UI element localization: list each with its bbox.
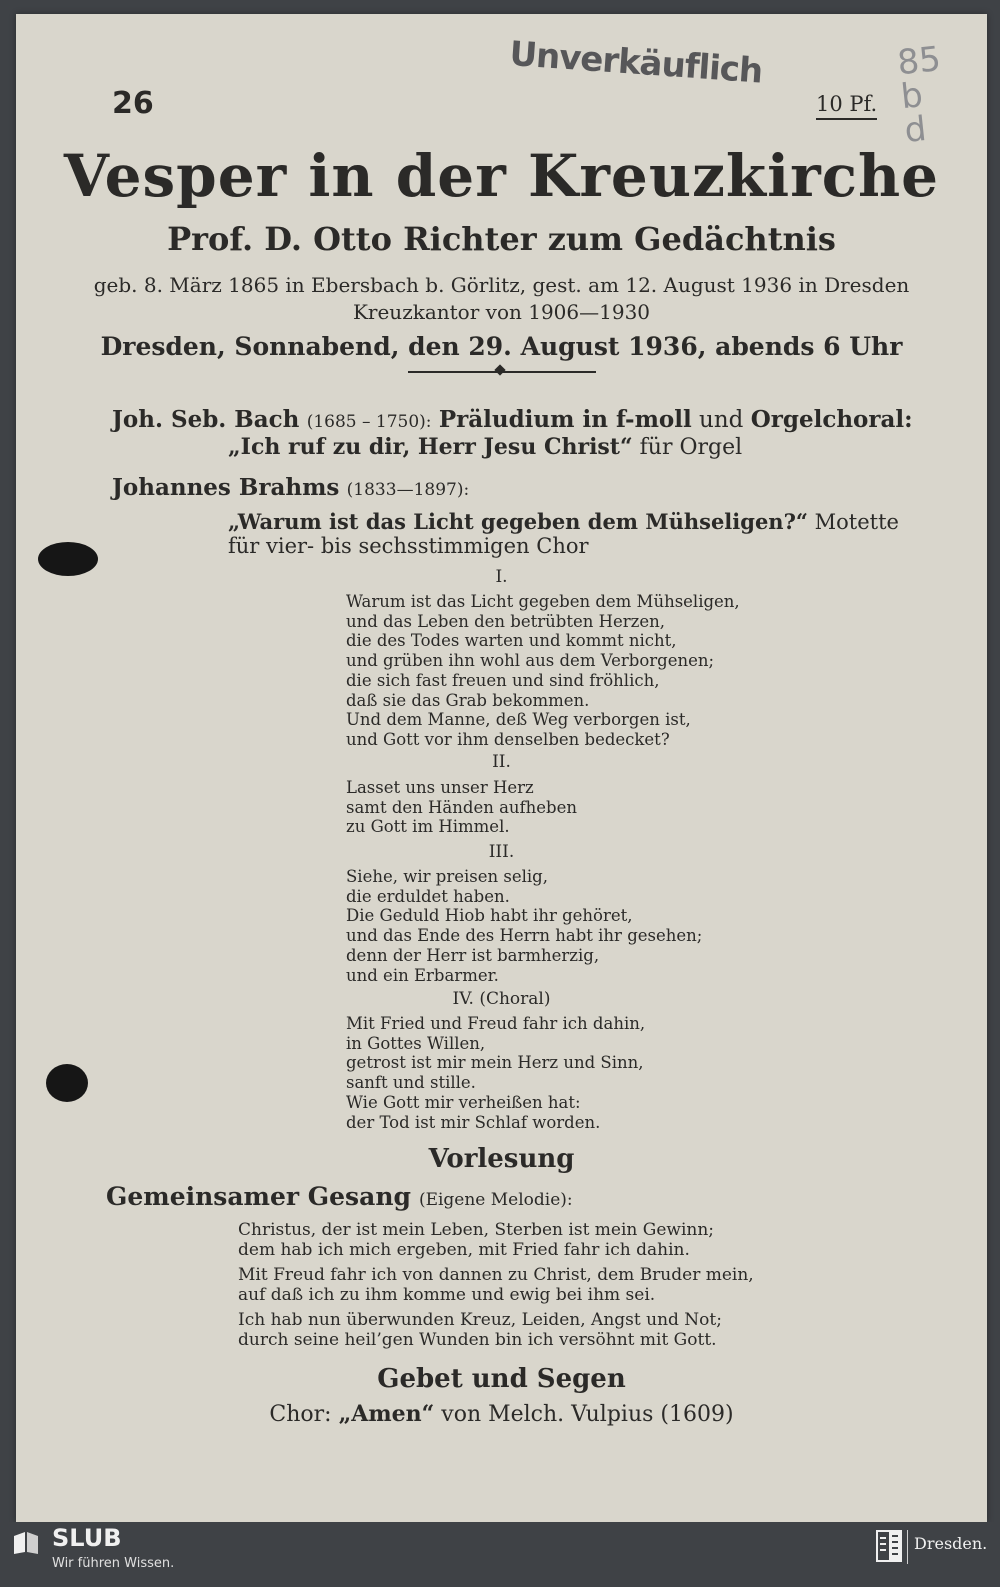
footer-bar bbox=[0, 1522, 1000, 1587]
hymn-stanza: Mit Freud fahr ich von dannen zu Christ, dem Bruder mein, auf daß ich zu ihm komme und ewig bei ihm sei. bbox=[238, 1265, 754, 1305]
hymn-stanza: Ich hab nun überwunden Kreuz, Leiden, Angst und Not; durch seine heil’gen Wunden bin ich versöhnt mit Gott. bbox=[238, 1310, 722, 1350]
ornament-dot bbox=[494, 364, 505, 375]
bach-conj: und bbox=[699, 407, 744, 433]
event-datetime: Dresden, Sonnabend, den 29. August 1936, abends 6 Uhr bbox=[100, 332, 903, 361]
slub-logo-icon bbox=[12, 1528, 40, 1556]
bach-chorale-rest: für Orgel bbox=[639, 435, 743, 460]
footer-separator bbox=[907, 1530, 908, 1564]
dresden-wordmark: Dresden. bbox=[914, 1534, 988, 1553]
kantor-years: Kreuzkantor von 1906—1930 bbox=[352, 300, 651, 324]
gemeinsam-note: (Eigene Melodie): bbox=[418, 1190, 573, 1210]
price: 10 Pf. bbox=[816, 92, 877, 120]
closing-chorus bbox=[16, 1401, 987, 1427]
brahms-composer: Johannes Brahms bbox=[112, 474, 340, 501]
program-number: 26 bbox=[112, 86, 154, 121]
chor-title: „Amen“ bbox=[338, 1401, 435, 1427]
slub-tagline: Wir führen Wissen. bbox=[52, 1556, 175, 1571]
program-sheet bbox=[16, 14, 987, 1522]
slub-name: SLUB bbox=[52, 1524, 122, 1552]
verse-text: Siehe, wir preisen selig, die erduldet haben. Die Geduld Hiob habt ihr gehöret, und das Ende des Herrn habt ihr gesehen; denn der Herr ist barmherzig, und ein Erbarmer. bbox=[346, 867, 703, 985]
punch-hole bbox=[46, 1064, 88, 1102]
verse-text: Lasset uns unser Herz samt den Händen aufheben zu Gott im Himmel. bbox=[346, 778, 577, 837]
page-title: Vesper in der Kreuzkirche bbox=[63, 142, 940, 210]
section-label: I. bbox=[495, 567, 508, 587]
verse-text: Mit Fried und Freud fahr ich dahin, in Gottes Willen, getrost ist mir mein Herz und Sinn, sanft und stille. Wie Gott mir verheißen hat: der Tod ist mir Schlaf worden. bbox=[346, 1014, 646, 1132]
bach-work: Präludium in f-moll bbox=[438, 406, 692, 433]
gemeinsam-title: Gemeinsamer Gesang bbox=[106, 1182, 411, 1211]
brahms-line bbox=[112, 474, 469, 501]
section-label: II. bbox=[492, 752, 511, 772]
unverkaeuflich-stamp: Unverkäuflich bbox=[508, 34, 764, 92]
section-label: III. bbox=[488, 842, 515, 862]
motet-voicing: für vier- bis sechsstimmigen Chor bbox=[228, 534, 589, 558]
verse-text: Warum ist das Licht gegeben dem Mühseligen, und das Leben den betrübten Herzen, die des Todes warten und kommt nicht, und grüben ihn wohl aus dem Verborgenen; die sich fast freuen und sind fröhlich, daß sie das Grab bekommen. Und dem Manne, deß Weg verborgen ist, und Gott vor ihm denselben bedecket? bbox=[346, 592, 740, 749]
section-label: IV. (Choral) bbox=[452, 989, 551, 1009]
memorial-subtitle: Prof. D. Otto Richter zum Gedächtnis bbox=[167, 220, 836, 258]
punch-hole bbox=[38, 542, 98, 576]
bach-chorale-title: „Ich ruf zu dir, Herr Jesu Christ“ bbox=[228, 434, 633, 460]
vorlesung-heading: Vorlesung bbox=[428, 1144, 575, 1174]
bach-years: (1685 – 1750): bbox=[306, 412, 432, 432]
motet-word: Motette bbox=[814, 510, 899, 534]
bach-chorale-line bbox=[228, 434, 742, 460]
gebet-heading: Gebet und Segen bbox=[377, 1364, 626, 1394]
chor-prefix: Chor: bbox=[269, 1402, 332, 1427]
hymn-stanza: Christus, der ist mein Leben, Sterben ist mein Gewinn; dem hab ich mich ergeben, mit Fried fahr ich dahin. bbox=[238, 1220, 715, 1260]
life-dates: geb. 8. März 1865 in Ebersbach b. Görlitz, gest. am 12. August 1936 in Dresden bbox=[93, 273, 910, 297]
chor-rest: von Melch. Vulpius (1609) bbox=[441, 1402, 734, 1427]
bach-composer: Joh. Seb. Bach bbox=[112, 406, 300, 433]
brahms-years: (1833—1897): bbox=[346, 480, 470, 500]
pencil-annotation: 85 b d bbox=[895, 39, 943, 151]
bach-line bbox=[112, 406, 913, 433]
motet-title-line bbox=[228, 509, 899, 534]
bach-work2: Orgelchoral: bbox=[750, 406, 913, 433]
gemeinsam-heading bbox=[106, 1182, 573, 1211]
motet-title: „Warum ist das Licht gegeben dem Mühseligen?“ bbox=[228, 509, 808, 534]
dresden-crest-icon bbox=[876, 1530, 902, 1562]
